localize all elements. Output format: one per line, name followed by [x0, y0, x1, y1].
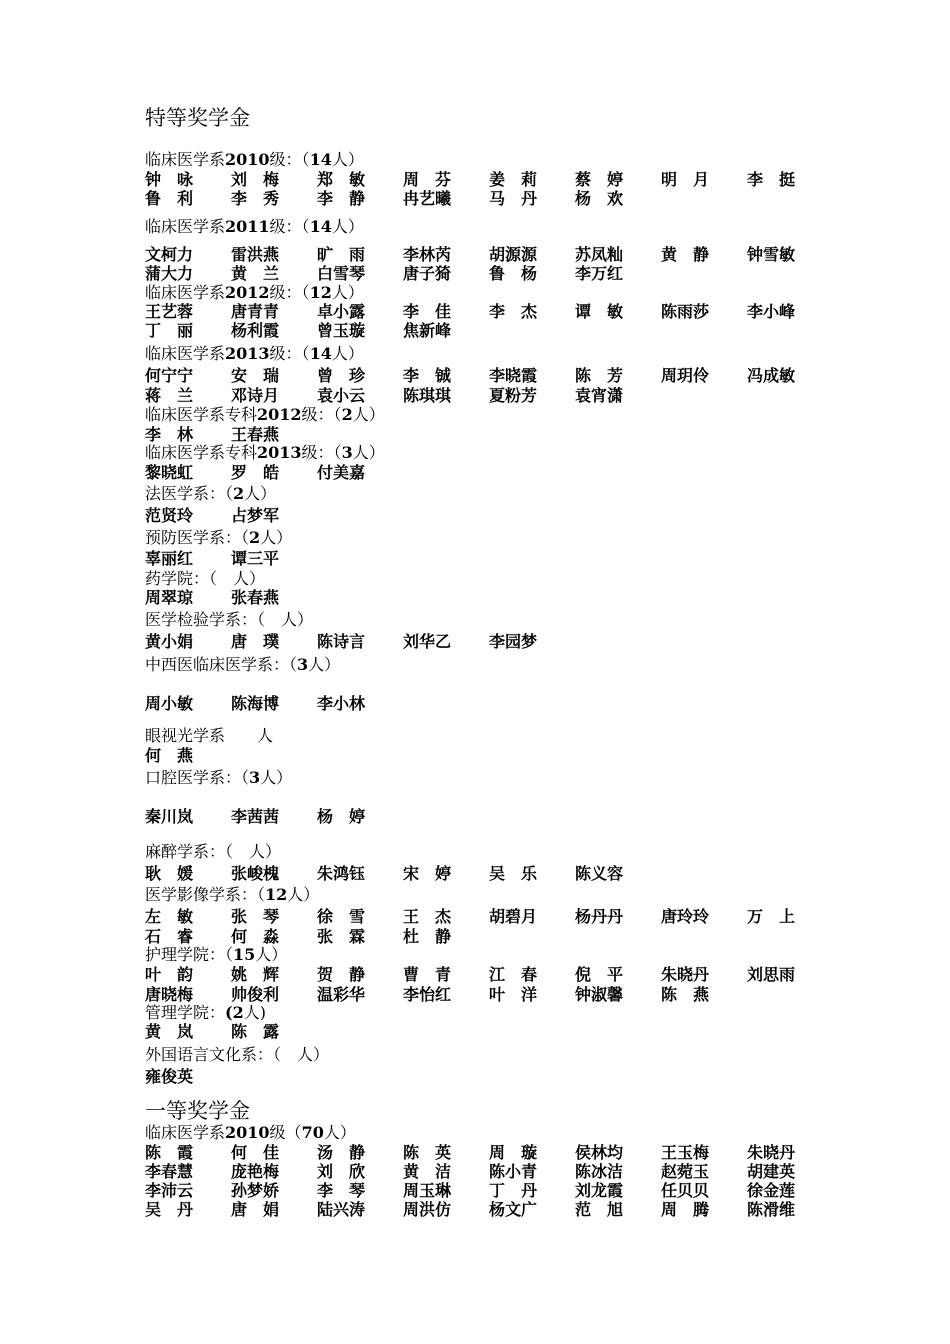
student-name: 黄 洁 — [403, 1162, 452, 1181]
student-name: 朱晓丹 — [661, 965, 710, 984]
student-count: 15 — [233, 945, 256, 964]
student-name-row — [145, 170, 845, 190]
student-name: 黎晓虹 — [145, 463, 194, 482]
student-name-row — [145, 1200, 845, 1220]
student-name-row — [145, 807, 845, 827]
student-count: 2 — [341, 405, 353, 424]
student-name-row — [145, 864, 845, 884]
department-name: 临床医学系专科 — [145, 405, 258, 424]
student-name: 张峻槐 — [231, 864, 280, 883]
student-name: 李万红 — [575, 264, 624, 283]
student-name: 侯林均 — [575, 1143, 624, 1162]
student-name: 王艺蓉 — [145, 302, 194, 321]
count-unit: 人） — [323, 1123, 356, 1142]
student-name: 袁小云 — [317, 386, 366, 405]
student-name-row — [145, 985, 845, 1005]
department-header — [145, 769, 292, 787]
student-count: 3 — [341, 443, 353, 462]
student-name: 周玥伶 — [661, 366, 710, 385]
department-header — [145, 570, 265, 588]
student-name-row — [145, 506, 845, 526]
grade-year: (2 — [225, 1003, 244, 1022]
student-name-row — [145, 321, 845, 341]
grade-year: 2010 — [225, 1123, 270, 1142]
student-name: 李怡红 — [403, 985, 452, 1004]
student-name: 刘华乙 — [403, 632, 452, 651]
grade-suffix: 级：（ — [269, 150, 310, 169]
student-name: 雍俊英 — [145, 1067, 194, 1086]
student-name: 夏粉芳 — [489, 386, 538, 405]
student-name: 鲁 杨 — [489, 264, 538, 283]
department-name: 管理学院： — [145, 1003, 226, 1022]
grade-year: 2013 — [257, 443, 302, 462]
student-count: 2 — [249, 528, 261, 547]
department-header — [145, 485, 276, 503]
student-name: 陈诗言 — [317, 632, 366, 651]
student-name: 冯成敏 — [747, 366, 796, 385]
student-name: 明 月 — [661, 170, 710, 189]
student-name: 朱晓丹 — [747, 1143, 796, 1162]
student-name: 唐青青 — [231, 302, 280, 321]
student-name: 周翠琼 — [145, 588, 194, 607]
student-name: 左 敏 — [145, 907, 194, 926]
student-name: 胡建英 — [747, 1162, 796, 1181]
department-header — [145, 529, 292, 547]
student-name-row — [145, 1162, 845, 1182]
student-name: 姚 辉 — [231, 965, 280, 984]
student-name: 何 佳 — [231, 1143, 280, 1162]
student-name: 秦川岚 — [145, 807, 194, 826]
student-name: 谭三平 — [231, 549, 280, 568]
student-name: 孙梦娇 — [231, 1181, 280, 1200]
student-name: 黄小娟 — [145, 632, 194, 651]
student-name-row — [145, 245, 845, 265]
department-name: 临床医学系 — [145, 344, 226, 363]
department-header — [145, 444, 385, 462]
student-name: 苏凤籼 — [575, 245, 624, 264]
student-name: 鲁 利 — [145, 189, 194, 208]
department-header — [145, 218, 364, 236]
student-name: 李 杰 — [489, 302, 538, 321]
student-name: 张春燕 — [231, 588, 280, 607]
student-name: 周 腾 — [661, 1200, 710, 1219]
count-unit: 人） — [260, 768, 293, 787]
grade-year: 2011 — [225, 217, 270, 236]
student-name-row — [145, 189, 845, 209]
student-name: 周 璇 — [489, 1143, 538, 1162]
department-name: 临床医学系 — [145, 283, 226, 302]
student-count: 14 — [309, 217, 332, 236]
grade-suffix: 级（ — [269, 1123, 302, 1142]
student-name: 耿 媛 — [145, 864, 194, 883]
student-name: 叶 洋 — [489, 985, 538, 1004]
student-name: 杨丹丹 — [575, 907, 624, 926]
student-name: 李 琴 — [317, 1181, 366, 1200]
student-name: 钟雪敏 — [747, 245, 796, 264]
student-name: 蒋 兰 — [145, 386, 194, 405]
student-name: 唐 璞 — [231, 632, 280, 651]
student-name: 杨 欢 — [575, 189, 624, 208]
student-name: 范贤玲 — [145, 506, 194, 525]
student-name: 白雪琴 — [317, 264, 366, 283]
student-name: 黄 静 — [661, 245, 710, 264]
student-count: 14 — [309, 150, 332, 169]
student-name: 杜 静 — [403, 927, 452, 946]
student-name: 庞艳梅 — [231, 1162, 280, 1181]
student-name: 陈 芳 — [575, 366, 624, 385]
student-name: 朱鸿钰 — [317, 864, 366, 883]
student-name: 黄 兰 — [231, 264, 280, 283]
student-name: 冉艺曦 — [403, 189, 452, 208]
student-name: 张 霖 — [317, 927, 366, 946]
student-name-row — [145, 1022, 845, 1042]
student-name: 吴 丹 — [145, 1200, 194, 1219]
student-name: 刘思雨 — [747, 965, 796, 984]
student-name: 李春慧 — [145, 1162, 194, 1181]
student-name: 陈 英 — [403, 1143, 452, 1162]
student-name: 帅俊利 — [231, 985, 280, 1004]
student-name-row — [145, 746, 845, 766]
student-name: 杨 婷 — [317, 807, 366, 826]
student-name: 李 挺 — [747, 170, 796, 189]
student-name: 焦新峰 — [403, 321, 452, 340]
student-name-row — [145, 386, 845, 406]
student-name: 王 杰 — [403, 907, 452, 926]
student-name: 陈 霞 — [145, 1143, 194, 1162]
student-name: 任贝贝 — [661, 1181, 710, 1200]
student-name: 王春燕 — [231, 425, 280, 444]
grade-year: 2012 — [225, 283, 270, 302]
student-name: 曹 青 — [403, 965, 452, 984]
student-name: 何宁宁 — [145, 366, 194, 385]
student-name: 付美嘉 — [317, 463, 366, 482]
student-name: 安 瑞 — [231, 366, 280, 385]
student-name: 丁 丽 — [145, 321, 194, 340]
student-name: 唐玲玲 — [661, 907, 710, 926]
student-name: 吴 乐 — [489, 864, 538, 883]
student-name: 卓小露 — [317, 302, 366, 321]
student-name-row — [145, 1181, 845, 1201]
student-name: 周玉琳 — [403, 1181, 452, 1200]
department-header — [145, 611, 313, 629]
count-unit: 人） — [352, 443, 385, 462]
student-name: 旷 雨 — [317, 245, 366, 264]
department-header — [145, 1046, 329, 1064]
student-name: 李 静 — [317, 189, 366, 208]
student-name-row — [145, 302, 845, 322]
student-name: 刘 欣 — [317, 1162, 366, 1181]
department-name: 预防医学系：（ — [145, 528, 250, 547]
department-name: 外国语言文化系：（ 人） — [145, 1045, 330, 1064]
count-unit: 人） — [308, 655, 341, 674]
student-name-row — [145, 694, 845, 714]
student-name: 赵菀玉 — [661, 1162, 710, 1181]
student-name: 叶 韵 — [145, 965, 194, 984]
department-header — [145, 1004, 266, 1022]
student-name: 马 丹 — [489, 189, 538, 208]
student-name: 徐金莲 — [747, 1181, 796, 1200]
student-name: 李小峰 — [747, 302, 796, 321]
student-name: 雷洪燕 — [231, 245, 280, 264]
department-header — [145, 946, 287, 964]
student-name: 唐 娟 — [231, 1200, 280, 1219]
student-name: 陈雨莎 — [661, 302, 710, 321]
grade-suffix: 级：（ — [269, 217, 310, 236]
student-count: 70 — [301, 1123, 324, 1142]
student-name: 李 佳 — [403, 302, 452, 321]
student-name: 曾玉璇 — [317, 321, 366, 340]
department-name: 临床医学系 — [145, 150, 226, 169]
student-name: 曾 珍 — [317, 366, 366, 385]
count-unit: 人） — [331, 344, 364, 363]
student-count: 2 — [233, 484, 245, 503]
count-unit: 人） — [287, 885, 320, 904]
department-header — [145, 1124, 356, 1142]
count-unit: 人） — [331, 283, 364, 302]
student-name: 何 燕 — [145, 746, 194, 765]
student-name: 钟淑馨 — [575, 985, 624, 1004]
department-header — [145, 886, 319, 904]
student-name: 钟 咏 — [145, 170, 194, 189]
student-name: 唐子猗 — [403, 264, 452, 283]
student-name: 李园梦 — [489, 632, 538, 651]
department-header — [145, 284, 364, 302]
student-name: 陈 露 — [231, 1022, 280, 1041]
grade-year: 2012 — [257, 405, 302, 424]
department-name: 口腔医学系：（ — [145, 768, 250, 787]
grade-suffix: 级：（ — [269, 283, 310, 302]
student-name: 张 琴 — [231, 907, 280, 926]
student-name: 陈小青 — [489, 1162, 538, 1181]
student-name-row — [145, 632, 845, 652]
department-header — [145, 843, 281, 861]
student-name: 李林芮 — [403, 245, 452, 264]
student-name: 文柯力 — [145, 245, 194, 264]
student-name: 杨利霞 — [231, 321, 280, 340]
student-name: 周小敏 — [145, 694, 194, 713]
student-name: 李 铖 — [403, 366, 452, 385]
student-name: 李 秀 — [231, 189, 280, 208]
student-name-row — [145, 1143, 845, 1163]
department-name: 医学检验学系：（ 人） — [145, 610, 314, 629]
department-name: 临床医学系 — [145, 217, 226, 236]
student-name: 李晓霞 — [489, 366, 538, 385]
student-name: 蒲大力 — [145, 264, 194, 283]
student-name: 邓诗月 — [231, 386, 280, 405]
count-unit: 人） — [352, 405, 385, 424]
student-name: 何 淼 — [231, 927, 280, 946]
student-name: 辜丽红 — [145, 549, 194, 568]
student-name: 胡碧月 — [489, 907, 538, 926]
department-name: 麻醉学系：（ 人） — [145, 842, 282, 861]
student-count: 14 — [309, 344, 332, 363]
department-name: 医学影像学系：（ — [145, 885, 266, 904]
student-name-row — [145, 927, 845, 947]
count-unit: 人） — [244, 484, 277, 503]
student-name: 姜 莉 — [489, 170, 538, 189]
grade-suffix: 级：（ — [301, 443, 342, 462]
student-name: 陈冰洁 — [575, 1162, 624, 1181]
award-category-title: 特等奖学金 — [145, 106, 250, 130]
count-unit: 人) — [243, 1003, 266, 1022]
department-name: 临床医学系专科 — [145, 443, 258, 462]
student-name: 李沛云 — [145, 1181, 194, 1200]
student-name: 宋 婷 — [403, 864, 452, 883]
department-name: 法医学系：（ — [145, 484, 234, 503]
student-name: 贺 静 — [317, 965, 366, 984]
grade-suffix: 级：（ — [301, 405, 342, 424]
count-unit: 人） — [331, 150, 364, 169]
student-name-row — [145, 549, 845, 569]
count-unit: 人） — [255, 945, 288, 964]
student-name: 汤 静 — [317, 1143, 366, 1162]
student-name: 蔡 婷 — [575, 170, 624, 189]
student-name: 倪 平 — [575, 965, 624, 984]
student-name: 刘龙霞 — [575, 1181, 624, 1200]
student-count: 3 — [297, 655, 309, 674]
student-name-row — [145, 264, 845, 284]
student-name: 周洪仿 — [403, 1200, 452, 1219]
student-name-row — [145, 463, 845, 483]
student-name: 杨文广 — [489, 1200, 538, 1219]
student-name-row — [145, 366, 845, 386]
student-name: 胡源源 — [489, 245, 538, 264]
student-name: 石 睿 — [145, 927, 194, 946]
student-name: 李茜茜 — [231, 807, 280, 826]
department-header — [145, 656, 340, 674]
student-name: 唐晓梅 — [145, 985, 194, 1004]
award-category-title: 一等奖学金 — [145, 1099, 250, 1123]
student-name-row — [145, 1067, 845, 1087]
student-name: 丁 丹 — [489, 1181, 538, 1200]
student-name: 陈义容 — [575, 864, 624, 883]
student-name: 范 旭 — [575, 1200, 624, 1219]
student-name: 江 春 — [489, 965, 538, 984]
student-name: 陈 燕 — [661, 985, 710, 1004]
department-header — [145, 345, 364, 363]
department-header — [145, 406, 385, 424]
student-name: 陈琪琪 — [403, 386, 452, 405]
department-name: 临床医学系 — [145, 1123, 226, 1142]
student-count: 12 — [265, 885, 288, 904]
grade-year: 2013 — [225, 344, 270, 363]
student-name-row — [145, 907, 845, 927]
student-name: 温彩华 — [317, 985, 366, 1004]
student-name: 李小林 — [317, 694, 366, 713]
student-name: 袁宵潇 — [575, 386, 624, 405]
student-name: 李 林 — [145, 425, 194, 444]
student-count: 3 — [249, 768, 261, 787]
student-name: 陈海博 — [231, 694, 280, 713]
student-name: 陆兴涛 — [317, 1200, 366, 1219]
student-name: 万 上 — [747, 907, 796, 926]
department-name: 护理学院：（ — [145, 945, 234, 964]
department-name: 中西医临床医学系：（ — [145, 655, 298, 674]
student-name-row — [145, 425, 845, 445]
student-name: 谭 敏 — [575, 302, 624, 321]
department-name: 眼视光学系 人 — [145, 726, 274, 745]
student-name: 徐 雪 — [317, 907, 366, 926]
student-name: 郑 敏 — [317, 170, 366, 189]
count-unit: 人） — [331, 217, 364, 236]
student-count: 12 — [309, 283, 332, 302]
student-name-row — [145, 965, 845, 985]
student-name: 罗 皓 — [231, 463, 280, 482]
student-name: 王玉梅 — [661, 1143, 710, 1162]
department-header — [145, 727, 273, 745]
student-name: 陈滑维 — [747, 1200, 796, 1219]
student-name: 刘 梅 — [231, 170, 280, 189]
grade-suffix: 级：（ — [269, 344, 310, 363]
student-name: 周 芬 — [403, 170, 452, 189]
student-name: 黄 岚 — [145, 1022, 194, 1041]
student-name: 占梦军 — [231, 506, 280, 525]
department-name: 药学院：（ 人） — [145, 569, 266, 588]
count-unit: 人） — [260, 528, 293, 547]
grade-year: 2010 — [225, 150, 270, 169]
department-header — [145, 151, 364, 169]
student-name-row — [145, 588, 845, 608]
